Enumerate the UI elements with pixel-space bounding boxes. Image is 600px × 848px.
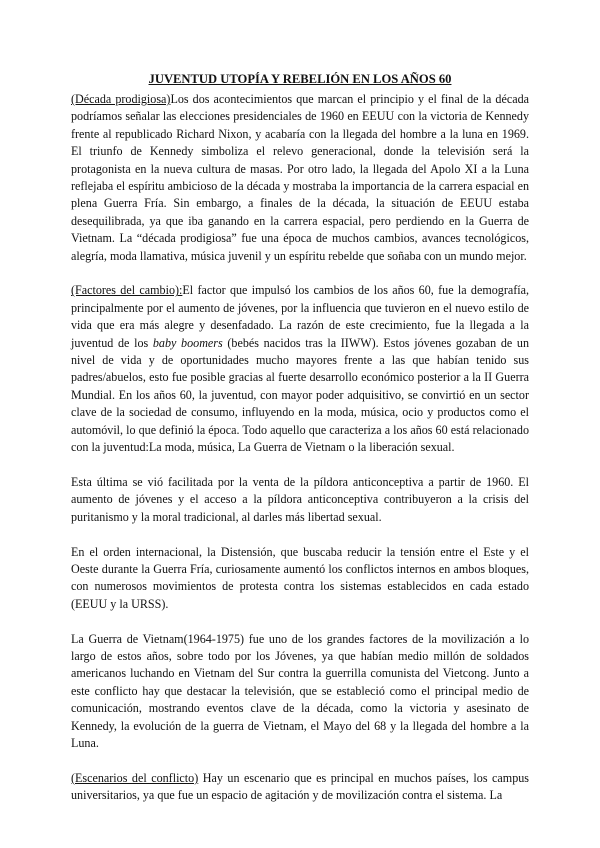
paragraph-escenarios-del-conflicto [71,770,529,805]
paragraph-distension: En el orden internacional, la Distensión, que buscaba reducir la tensión entre el Este y el Oeste durante la Guerra Fría, curiosamente aumentó los conflictos internos en ambos bloques, con numerosos movimientos de protesta contra los sistemas establecidos en cada estado (EEUU y la URSS). [71,544,529,611]
section-heading: (Factores del cambio): [71,283,183,298]
section-heading: (Década prodigiosa) [71,92,171,106]
paragraph-text: Hay un escenario que es principal en muchos países, los campus universitarios, ya que fue un espacio de agitación y de movilización contra el sistema. La [71,770,529,803]
paragraph-text: (bebés nacidos tras la IIWW). Estos jóvenes gozaban de un nivel de vida y de oportunidades mucho mayores frente a las que habían tenido sus padres/abuelos, esto fue posible gracias al fuerte desarrollo económico posterior a la II Guerra Mundial. En los años 60, la juventud, con mayor poder adquisitivo, se convirtió en un sector clave de la sociedad de consumo, influyendo en la moda, música, ocio y productos como el automóvil, lo que definió la época. Todo aquello que caracteriza a los años 60 está relacionado con la juventud:La moda, música, La Guerra de Vietnam o la liberación sexual. [71,335,530,455]
paragraph-text: Los dos acontecimientos que marcan el principio y el final de la década podríamos señalar las elecciones presidenciales de 1960 en EEUU con la victoria de Kennedy frente al republicado Richard Nixon, y acabaría con la llegada del hombre a la luna en 1969. El triunfo de Kennedy simboliza el relevo generacional, donde la televisión será la protagonista en la nueva cultura de masas. Por otro lado, la llegada del Apolo XI a la Luna reflejaba el espíritu ambicioso de la década y mostraba la importancia de la carrera espacial en plena Guerra Fría. Sin embargo, a finales de la década, la situación de EEUU estaba desequilibrada, ya que iba ganando en la carrera espacial, pero perdiendo en la Guerra de Vietnam. La “década prodigiosa” fue una época de muchos cambios, avances tecnológicos, alegría, moda llamativa, música juvenil y un espíritu rebelde que soñaba con un mundo mejor. [71,92,529,263]
paragraph-factores-del-cambio [71,282,529,456]
paragraph-text: El factor que impulsó los cambios de los años 60, fue la demografía, principalmente por el aumento de jóvenes, por la influencia que tuvieron en el nuevo estilo de vida que era más alegre y desenfadado. La razón de este crecimiento, fue la llegada a la juventud de los [71,283,529,350]
paragraph-guerra-vietnam: La Guerra de Vietnam(1964-1975) fue uno de los grandes factores de la movilización a lo largo de estos años, sobre todo por los Jóvenes, ya que habían medio millón de soldados americanos luchando en Vietnam del Sur contra la guerrilla comunista del Vietcong. Junto a este conflicto hay que destacar la televisión, que se estableció como el principal medio de comunicación, mostrando eventos clave de la década, como la victoria y asesinato de Kennedy, la evolución de la guerra de Vietnam, el Mayo del 68 y la llegada del hombre a la Luna. [71,631,529,750]
italic-term: baby boomers [152,335,223,350]
paragraph-decada-prodigiosa [71,91,529,265]
section-heading: (Escenarios del conflicto) [71,770,199,785]
document-title: JUVENTUD UTOPÍA Y REBELIÓN EN LOS AÑOS 60 [148,72,452,86]
paragraph-pildora: Esta última se vió facilitada por la venta de la píldora anticonceptiva a partir de 1960. El aumento de jóvenes y el acceso a la píldora anticonceptiva contribuyeron a la crisis del puritanismo y la moral tradicional, al darles más libertad sexual. [71,474,529,524]
